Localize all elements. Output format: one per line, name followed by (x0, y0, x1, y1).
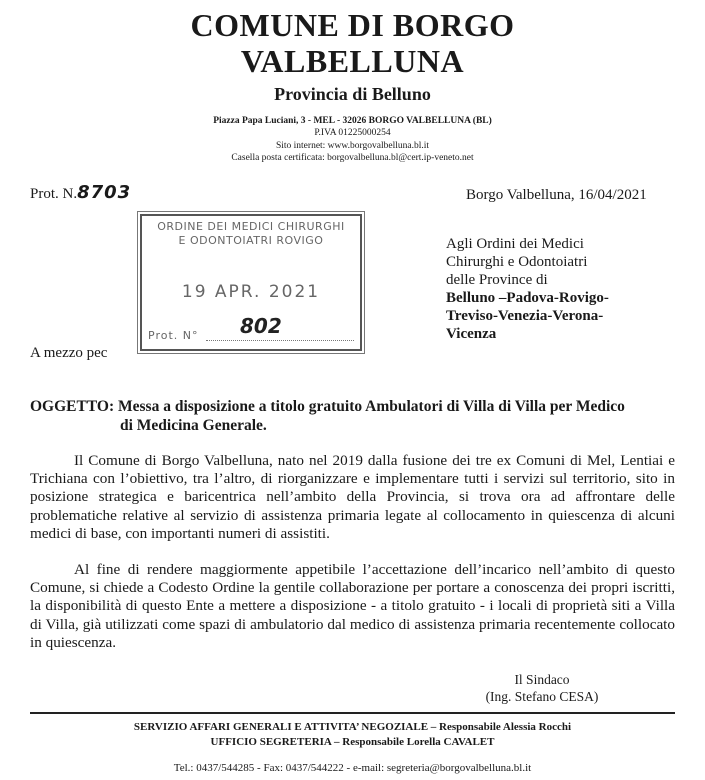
signature-block (462, 671, 622, 705)
footer-line1: SERVIZIO AFFARI GENERALI E ATTIVITA’ NEGOZIALE – Responsabile Alessia Rocchi (133, 721, 572, 733)
subject-label: OGGETTO: (30, 398, 115, 415)
website: Sito internet: www.borgovalbelluna.bl.it (275, 141, 430, 151)
footer-rule (30, 712, 675, 714)
received-stamp (140, 214, 362, 351)
protocol-label: Prot. N. (30, 186, 78, 202)
stamp-org-line2: E ODONTOIATRI ROVIGO (178, 234, 324, 247)
province-name: Provincia di Belluno (274, 84, 431, 104)
stamp-prot-dotted-line (206, 340, 354, 341)
recipient-line1: Agli Ordini dei Medici (446, 236, 584, 252)
recipient-line2: Chirurghi e Odontoiatri (446, 254, 588, 270)
footer-line2: UFFICIO SEGRETERIA – Responsabile Lorella CAVALET (210, 736, 495, 748)
signature-role: Il Sindaco (514, 672, 570, 687)
subject-line2: di Medicina Generale. (120, 417, 267, 434)
protocol-number: 8703 (77, 182, 132, 203)
municipality-title-line2: VALBELLUNA (240, 43, 465, 79)
body-paragraph-1: Il Comune di Borgo Valbelluna, nato nel 2019 dalla fusione dei tre ex Comuni di Mel, Lentiai e Trichiana con l’obiettivo, tra l’altro, di riorganizzare e implementare tutti i servizi sul territorio, sito in posizione strategica e baricentrica nell’ambito della Provincia, si trova ora ad affrontare delle problematiche relative al servizio di assistenza primaria legate al collocamento in quiescenza di alcuni medici di base, con importanti numeri di assistiti. (30, 452, 675, 542)
protocol-line (30, 182, 131, 203)
place-date: Borgo Valbelluna, 16/04/2021 (466, 187, 647, 203)
stamp-date: 19 APR. 2021 (181, 282, 321, 302)
certified-email: Casella posta certificata: borgovalbelluna.bl@cert.ip-veneto.net (231, 153, 474, 163)
municipality-title-line1: COMUNE DI BORGO (190, 7, 515, 43)
municipality-address: Piazza Papa Luciani, 3 - MEL - 32026 BORGO VALBELLUNA (BL) (213, 116, 492, 126)
stamp-prot-label: Prot. N° (148, 329, 199, 342)
recipient-block (446, 235, 609, 343)
footer-contact: Tel.: 0437/544285 - Fax: 0437/544222 - e-mail: segreteria@borgovalbelluna.bl.it (173, 762, 532, 774)
recipient-line5: Treviso-Venezia-Verona- (446, 308, 604, 324)
body-paragraph-2: Al fine di rendere maggiormente appetibile l’accettazione dell’incarico nell’ambito di questo Comune, si chiede a Codesto Ordine la gentile collaborazione per portare a conoscenza dei propri iscritti, la disponibilità di questo Ente a mettere a disposizione - a titolo gratuito - i locali di proprietà siti a Villa di Villa, già utilizzati come spazi di ambulatorio dal medico di assistenza primaria recentemente collocato in quiescenza. (30, 561, 675, 651)
signature-name: (Ing. Stefano CESA) (485, 689, 599, 704)
recipient-line3: delle Province di (446, 272, 548, 288)
vat-number: P.IVA 01225000254 (314, 128, 391, 138)
stamp-prot-number: 802 (240, 314, 282, 338)
recipient-line4: Belluno –Padova-Rovigo- (446, 290, 609, 306)
recipient-line6: Vicenza (446, 326, 497, 342)
subject-line1: Messa a disposizione a titolo gratuito Ambulatori di Villa di Villa per Medico (118, 398, 625, 415)
subject (30, 397, 675, 435)
stamp-org-line1: ORDINE DEI MEDICI CHIRURGHI (157, 220, 345, 233)
delivery-method: A mezzo pec (30, 345, 108, 361)
